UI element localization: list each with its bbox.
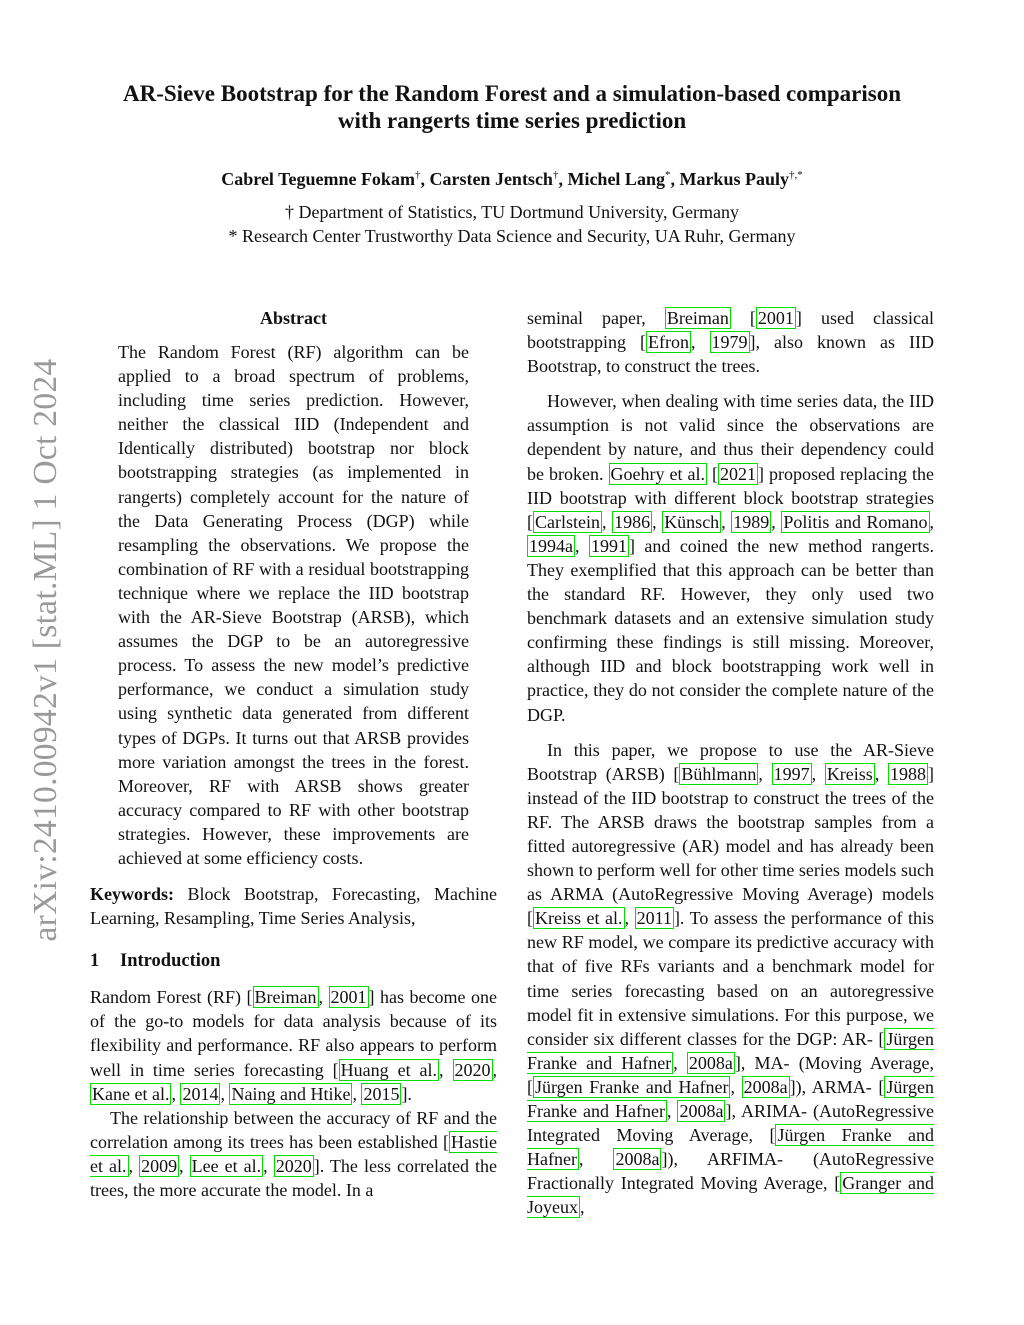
citation-link[interactable]: 2021 xyxy=(720,463,757,484)
citation-link[interactable]: 1997 xyxy=(773,763,810,784)
citation-link[interactable]: 2001 xyxy=(330,987,367,1008)
paragraph-text: , xyxy=(318,987,329,1008)
paragraph xyxy=(90,985,497,1105)
paragraph-text: , xyxy=(690,332,710,353)
citation-link[interactable]: Huang et al. xyxy=(340,1059,438,1080)
citation-link[interactable]: 2020 xyxy=(454,1059,491,1080)
keywords xyxy=(90,882,497,930)
citation-link[interactable]: 2020 xyxy=(275,1155,312,1176)
citation-link[interactable]: Kane et al. xyxy=(92,1083,170,1104)
paragraph-text: , xyxy=(771,511,782,532)
paragraph-text: ], MA- (Moving Average, [ xyxy=(527,1052,934,1097)
paragraph-text: , xyxy=(128,1155,140,1176)
citation-link[interactable]: Bühlmann xyxy=(681,763,757,784)
citation-link[interactable]: Lee et al. xyxy=(191,1155,262,1176)
paragraph-text: ] instead of the IID bootstrap to construct the trees of the RF. The ARSB draws the bootstrap samples from a fitted autoregressive (AR) model and has already been shown to perform well for other time series models such as ARMA (AutoRegressive Moving Average) models [ xyxy=(527,763,935,929)
section-number: 1 xyxy=(90,951,100,972)
paragraph-text: , xyxy=(263,1155,274,1176)
arxiv-identifier[interactable]: arXiv:2410.00942v1 [stat.ML] 1 Oct 2024 xyxy=(27,358,64,942)
paragraph-text: , xyxy=(220,1083,230,1104)
affiliation-tu-dortmund: † Department of Statistics, TU Dortmund University, Germany xyxy=(285,202,739,222)
citation-link[interactable]: 2015 xyxy=(363,1083,400,1104)
paragraph-text: The relationship between the accuracy of RF and the correlation among its trees has been established [ xyxy=(90,1107,497,1152)
title-line-2: with rangerts time series prediction xyxy=(337,108,687,133)
citation-link[interactable]: Künsch xyxy=(664,511,720,532)
author: Markus Pauly†,* xyxy=(679,169,803,189)
citation-link[interactable]: 2014 xyxy=(182,1083,219,1104)
paragraph-text: , xyxy=(673,1052,687,1073)
citation-link[interactable]: Hastie et al. xyxy=(90,1131,497,1176)
author-list xyxy=(90,167,934,191)
citation-link[interactable]: Politis and Romano xyxy=(783,511,928,532)
author-affiliation-mark: †,* xyxy=(788,169,803,181)
right-column xyxy=(527,306,934,1219)
paragraph-text: , xyxy=(652,511,663,532)
paragraph-text: ], also known as IID Bootstrap, to construct the trees. xyxy=(527,332,934,377)
paragraph-text: ] proposed replacing the IID bootstrap with different block bootstrap strategies [ xyxy=(527,463,934,532)
paragraph xyxy=(527,389,934,726)
paragraph-text: ]. To assess the performance of this new RF model, we compare its predictive accuracy with that of five RFs variants and a benchmark model for time series forecasting based on an autoregressive model fit in extensive simulations. For this purpose, we consider six different classes for the DGP: AR- [ xyxy=(527,908,934,1049)
paragraph-text: ]. xyxy=(401,1083,412,1104)
author-affiliation-mark: † xyxy=(414,169,421,181)
keywords-text: Block Bootstrap, Forecasting, Machine Learning, Resampling, Time Series Analysis, xyxy=(90,884,497,929)
paragraph-text: , xyxy=(352,1083,362,1104)
paragraph-text: ]), ARFIMA- (AutoRegressive Fractionally Integrated Moving Average, [ xyxy=(527,1149,934,1194)
citation-link[interactable]: Jürgen Franke and Hafner xyxy=(527,1076,934,1121)
paragraph xyxy=(90,1106,497,1202)
affiliations xyxy=(90,200,934,248)
citation-link[interactable]: 2008a xyxy=(743,1076,788,1097)
citation-link[interactable]: Granger and Joyeux xyxy=(527,1173,934,1218)
abstract-heading: Abstract xyxy=(260,308,327,328)
arxiv-side-stamp xyxy=(14,340,78,960)
paragraph-text: , xyxy=(578,1149,614,1170)
citation-link[interactable]: 1986 xyxy=(614,511,651,532)
paragraph-text: ], ARIMA- (AutoRegressive Integrated Moving Average, [ xyxy=(527,1101,934,1146)
paragraph xyxy=(527,738,934,1220)
citation-link[interactable]: Naing and Htike xyxy=(231,1083,351,1104)
paragraph-text: , xyxy=(666,1101,678,1121)
citation-link[interactable]: Jürgen Franke and Hafner xyxy=(527,1125,934,1170)
abstract-text: The Random Forest (RF) algorithm can be applied to a broad spectrum of problems, including time series prediction. However, neither the classical IID (Independent and Identically distributed) bootstrap nor block bootstrapping strategies (as implemented in rangerts) completely account for the nature of the Data Generating Process (DGP) while resampling the observations. We propose the combination of RF with a residual bootstrapping technique where we replace the IID bootstrap with the AR-Sieve Bootstrap (ARSB), which assumes the DGP to be an autoregressive process. To assess the new model’s predictive performance, we conduct a simulation study using synthetic data generated from different types of DGPs. It turns out that ARSB provides more variation amongst the trees in the forest. Moreover, RF with ARSB shows greater accuracy compared to RF with other bootstrap strategies. However, these improvements are achieved at some efficiency costs. xyxy=(118,342,469,868)
paragraph-text: , xyxy=(602,511,613,532)
citation-link[interactable]: 1979 xyxy=(711,332,748,353)
citation-link[interactable]: 1989 xyxy=(733,511,770,532)
citation-link[interactable]: 1991 xyxy=(590,535,627,556)
paragraph-text: , xyxy=(575,535,589,556)
citation-link[interactable]: Breiman xyxy=(254,987,317,1008)
paragraph-text: , xyxy=(492,1059,497,1080)
citation-link[interactable]: Carlstein xyxy=(535,511,600,532)
citation-link[interactable]: 2008a xyxy=(615,1149,660,1170)
paper-title xyxy=(90,80,934,134)
paragraph-text: ]), ARMA- [ xyxy=(789,1076,885,1097)
author: Michel Lang*, xyxy=(567,169,680,189)
paragraph-text: In this paper, we propose to use the AR-Sieve Bootstrap (ARSB) [ xyxy=(527,739,934,784)
citation-link[interactable]: 2001 xyxy=(757,308,794,328)
citation-link[interactable]: Jürgen Franke and Hafner xyxy=(527,1028,934,1073)
paragraph-text: seminal paper, xyxy=(527,308,665,328)
paragraph-text: , xyxy=(721,511,732,532)
paragraph-text: [ xyxy=(730,308,756,328)
title-line-1: AR-Sieve Bootstrap for the Random Forest and a simulation-based comparison xyxy=(123,81,901,106)
paragraph-text: [ xyxy=(707,463,719,484)
citation-link[interactable]: 2009 xyxy=(141,1155,178,1176)
keywords-label: Keywords: xyxy=(90,884,174,905)
paragraph-text: However, when dealing with time series data, the IID assumption is not valid since the observations are dependent by nature, and thus their dependency could be broken. xyxy=(527,391,934,484)
citation-link[interactable]: Efron xyxy=(648,332,689,353)
citation-link[interactable]: Jürgen Franke and Hafner xyxy=(535,1076,729,1097)
paragraph-text: , xyxy=(811,763,825,784)
paragraph-text: , xyxy=(874,763,889,784)
author: Cabrel Teguemne Fokam†, xyxy=(221,169,430,189)
left-column xyxy=(90,306,497,1202)
citation-link[interactable]: 2011 xyxy=(636,908,672,929)
citation-link[interactable]: 1994a xyxy=(529,535,573,556)
paragraph-text: , xyxy=(929,511,935,532)
paragraph-text: , xyxy=(580,1197,585,1218)
citation-link[interactable]: Goehry et al. xyxy=(610,463,705,484)
paragraph-text: , xyxy=(624,908,635,929)
citation-link[interactable]: 1988 xyxy=(890,763,927,784)
paragraph xyxy=(527,306,934,378)
paragraph-text: ] used classical bootstrapping [ xyxy=(527,308,934,353)
citation-link[interactable]: Kreiss et al. xyxy=(535,908,623,929)
paragraph-text: ] has become one of the go-to models for data analysis because of its flexibility and performance. RF also appears to perform well in time series forecasting [ xyxy=(90,987,498,1080)
paragraph-text: ]. The less correlated the trees, the more accurate the model. In a xyxy=(90,1155,497,1200)
author-affiliation-mark: * xyxy=(664,169,671,181)
section-heading-introduction xyxy=(90,949,497,973)
paragraph-text: , xyxy=(758,763,772,784)
author-affiliation-mark: † xyxy=(552,169,559,181)
paragraph-text: , xyxy=(171,1083,181,1104)
section-title: Introduction xyxy=(120,951,221,972)
paragraph-text: ] and coined the new method rangerts. They exemplified that this approach can be better than the standard RF. However, they only used two benchmark datasets and an extensive simulation study confirming these findings is still missing. Moreover, although IID and block bootstrapping work well in practice, they do not consider the complete nature of the DGP. xyxy=(527,535,935,725)
citation-link[interactable]: 2008a xyxy=(679,1101,724,1121)
affiliation-rc-trust: * Research Center Trustworthy Data Science and Security, UA Ruhr, Germany xyxy=(228,226,796,246)
author: Carsten Jentsch†, xyxy=(429,169,568,189)
paragraph-text: , xyxy=(730,1076,742,1097)
citation-link[interactable]: Breiman xyxy=(666,308,729,328)
citation-link[interactable]: Kreiss xyxy=(826,763,873,784)
paragraph-text: Random Forest (RF) [ xyxy=(90,987,253,1008)
citation-link[interactable]: 2008a xyxy=(688,1052,733,1073)
paragraph-text: , xyxy=(439,1059,453,1080)
paragraph-text: , xyxy=(179,1155,190,1176)
